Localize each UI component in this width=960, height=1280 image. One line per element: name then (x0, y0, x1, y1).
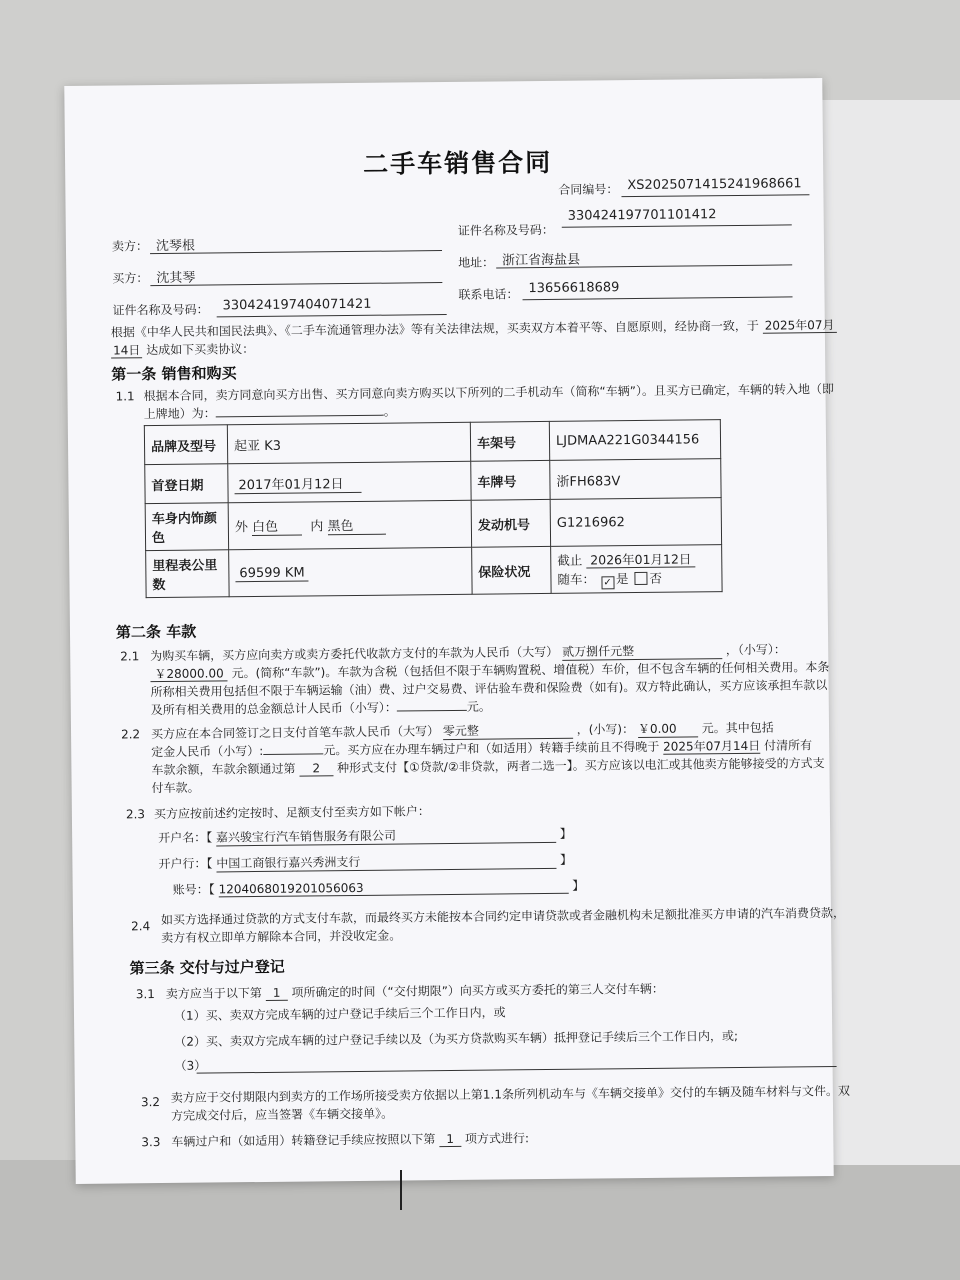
no-checkbox[interactable] (634, 571, 647, 584)
preamble-date-2: 14日 (111, 343, 142, 358)
clause-3-3-text: 车辆过户和（如适用）转籍登记手续应按照以下第 1 项方式进行: (171, 1131, 530, 1149)
clause-2-4-num: 2.4 (131, 919, 151, 934)
contract-page (64, 78, 851, 1184)
account-name-row: 开户名：【 嘉兴骏宝行汽车销售服务有限公司 】 (158, 826, 572, 846)
account-number: 1204068019201056063 (218, 879, 568, 898)
bank-name: 中国工商银行嘉兴秀洲支行 (216, 851, 556, 873)
brand-value: 起亚 K3 (227, 422, 470, 464)
clause-3-3-num: 3.3 (141, 1135, 161, 1150)
article-3-heading: 第三条 交付与过户登记 (129, 957, 285, 978)
price-amount: ￥28000.00 (150, 666, 227, 682)
contract-no: XS2025071415241968661 (627, 176, 802, 194)
brand-label: 品牌及型号 (144, 425, 227, 465)
mileage-value: 69599 KM (235, 565, 308, 582)
clause-2-1-line-c: 所称相关费用包括但不限于车辆运输（油）费、过户交易费、评估验车费和保险费（如有)。双方特此确认，买方应该承担车款以 (150, 678, 828, 700)
mileage-label: 里程表公里 数 (146, 550, 229, 598)
buyer-id-label: 证件名称及号码： (112, 302, 209, 318)
yes-checkbox[interactable]: ✓ (601, 576, 614, 589)
clause-2-4-line-a: 如买方选择通过贷款的方式支付车款，而最终买方未能按本合同约定申请贷款或者金融机构未足额批准买方申请的汽车消费贷款， (160, 905, 846, 928)
seller-label: 卖方： (111, 239, 149, 254)
delivery-option-3: （3） (174, 1058, 207, 1073)
delivery-option-2: （2）买、卖双方完成车辆的过户登记手续以及（为买方贷款购买车辆）抵押登记手续后三个工作日内，或; (174, 1028, 739, 1049)
phone-label: 联系电话： (458, 287, 519, 302)
clause-2-4-line-b: 卖方有权立即单方解除本合同，并没收定金。 (161, 928, 402, 946)
bank-row: 开户行：【 中国工商银行嘉兴秀洲支行 】 (158, 852, 573, 872)
vehicle-table (144, 419, 723, 598)
reg-date-value: 2017年01月12日 (234, 476, 361, 493)
paper-edge-mark (400, 1170, 402, 1210)
clause-2-3-text: 买方应按前述约定按时、足额支付至卖方如下帐户： (153, 804, 430, 822)
engine-label: 发动机号 (471, 499, 550, 547)
first-payment-words: 零元整 (443, 721, 573, 740)
clause-3-2-line-a: 卖方应于交付期限内到卖方的工作场所接受卖方依据以上第1.1条所列机动车与《车辆交接单》交付的车辆及随车材料与文件。双 (170, 1083, 851, 1105)
contract-no-label: 合同编号： (558, 182, 619, 197)
seller-id: 330424197701101412 (567, 207, 717, 224)
preamble-date-1: 2025年07月 (763, 318, 837, 334)
interior-color: 黑色 (327, 515, 385, 536)
article-2-heading: 第二条 车款 (115, 622, 197, 642)
address-label: 地址： (458, 255, 495, 270)
clause-3-1-text: 卖方应当于以下第 1 项所确定的时间（“交付期限”）向买方或买方委托的第三人交付车辆： (165, 981, 664, 1001)
vin-value: LJDMAA221G0344156 (549, 420, 720, 461)
clause-3-1-num: 3.1 (135, 987, 155, 1002)
transfer-option: 1 (439, 1132, 461, 1147)
seller-id-label: 证件名称及号码： (457, 222, 554, 238)
vin-label: 车架号 (470, 421, 549, 461)
clause-2-2-line-a: 买方应在本合同签订之日支付首笔车款人民币（大写） 零元整 ，(小写)： ￥0.00 元。其中包括 (150, 720, 774, 742)
exterior-color: 白色 (252, 516, 302, 537)
buyer-name: 沈其琴 (156, 270, 196, 287)
buyer-id: 330424197404071421 (222, 296, 372, 314)
address: 浙江省海盐县 (502, 252, 581, 269)
clause-1-1-text-a: 根据本合同，卖方同意向买方出售、买方同意向卖方购买以下所列的二手机动车（简称“车辆”）。且买方已确定，车辆的转入地（即 (143, 381, 835, 404)
engine-value: G1216962 (550, 498, 721, 547)
preamble-text-2: 14日 达成如下买卖协议： (112, 342, 255, 358)
insurance-until: 2026年01月12日 (586, 551, 695, 568)
clause-3-2-line-b: 方完成交付后，应当签署《车辆交接单》。 (170, 1106, 394, 1123)
clause-1-1-num: 1.1 (115, 389, 135, 404)
price-in-words: 贰万捌仟元整 (562, 641, 722, 661)
buyer-label: 买方： (112, 271, 149, 286)
account-row: 账号：【 1204068019201056063 】 (172, 878, 585, 897)
clause-2-1-line-b: ￥28000.00 元。(简称“车款”)。车款为含税（包括但不限于车辆购置税、增值税）车价，但不包含车辆的任何相关费用。本条 (150, 658, 829, 682)
reg-date-cell (228, 461, 471, 503)
delivery-option: 1 (266, 986, 288, 1001)
plate-value: 浙FH683V (550, 459, 721, 500)
contract-title: 二手车销售合同 (362, 147, 553, 179)
clause-2-1-line-a: 为购买车辆，买方应向卖方或卖方委托代收款方支付的车款为人民币（大写） 贰万捌仟元整 ，（小写）： (150, 642, 786, 664)
payment-deadline: 2025年07月14日 (663, 738, 761, 754)
preamble-text: 根据《中华人民共和国民法典》、《二手车流通管理办法》等有关法律法规，买卖双方本着平等、自愿原则，经协商一致，于 2025年07月 (111, 316, 837, 341)
clause-1-1-text-b: 上牌地）为： 。 (143, 404, 396, 422)
clause-2-2-line-d: 付车款。 (151, 780, 200, 796)
account-name: 嘉兴骏宝行汽车销售服务有限公司 (216, 825, 556, 847)
clause-2-1-line-d: 及所有相关费用的总金额总计人民币（小写）： 元。 (150, 699, 491, 718)
article-1-heading: 第一条 销售和购买 (111, 364, 237, 384)
clause-2-3-num: 2.3 (125, 807, 146, 822)
clause-2-2-line-c: 车款余额，车款余额通过第 2 种形式支付【①贷款/②非贷款，两者二选一】。买方应该以电汇或其他卖方能够接受的方式支 (151, 756, 825, 778)
seller-name: 沈琴根 (155, 238, 196, 255)
clause-2-1-num: 2.1 (120, 649, 140, 664)
color-cell: 外 白色 内 黑色 (228, 500, 471, 550)
background-paper (820, 100, 960, 1165)
insurance-cell: 截止 2026年01月12日 随车： ✓ 是 否 (551, 545, 722, 594)
clause-2-2-line-b: 定金人民币（小写）: 元。买方应在办理车辆过户和（如适用）转籍手续前且不得晚于 2025年07月14日 付清所有 (151, 738, 813, 760)
plate-label: 车牌号 (471, 460, 550, 500)
reg-date-label: 首登日期 (145, 464, 228, 504)
mileage-cell (229, 547, 472, 597)
delivery-option-1: （1）买、卖双方完成车辆的过户登记手续后三个工作日内，或 (173, 1005, 506, 1023)
color-label: 车身内饰颜 色 (145, 503, 228, 551)
clause-3-2-num: 3.2 (140, 1095, 161, 1110)
first-payment-amount: ￥0.00 (638, 719, 698, 738)
phone: 13656618689 (528, 280, 620, 297)
insurance-label: 保险状况 (472, 546, 551, 594)
payment-option: 2 (299, 761, 333, 776)
clause-2-2-num: 2.2 (120, 727, 141, 742)
